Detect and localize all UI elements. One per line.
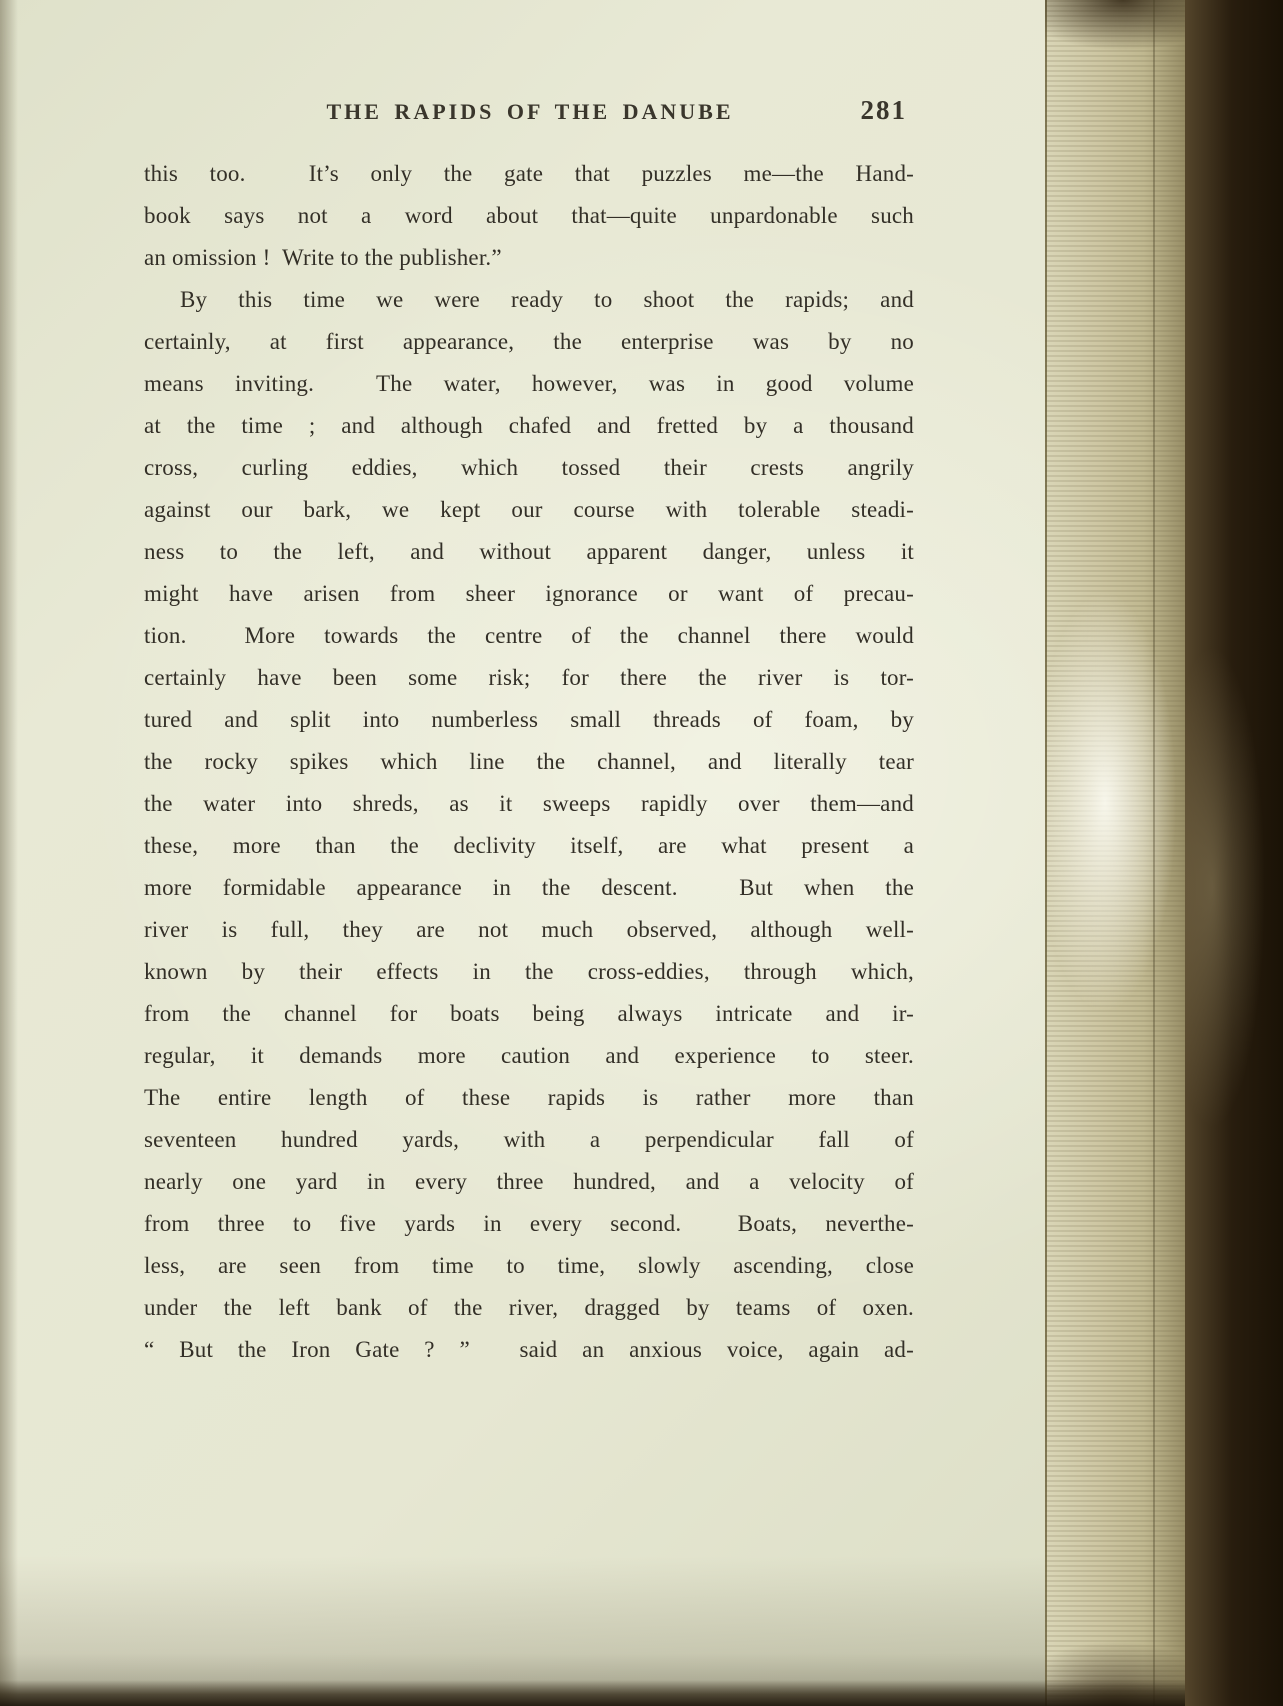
text-line: the water into shreds, as it sweeps rapidly over them—and [144,791,914,816]
page-header [145,95,915,137]
text-line: against our bark, we kept our course with tolerable steadi- [144,497,914,522]
text-line: tion. More towards the centre of the channel there would [144,623,914,648]
text-line: known by their effects in the cross-eddies, through which, [144,959,914,984]
text-line: this too. It’s only the gate that puzzles me—the Hand- [144,161,914,186]
book-cover-edge [1185,0,1283,1706]
text-line: certainly have been some risk; for there the river is tor- [144,665,914,690]
scan-bottom-shadow [0,1680,1185,1706]
text-line: from three to five yards in every second. Boats, neverthe- [144,1211,914,1236]
text-line: means inviting. The water, however, was in good volume [144,371,914,396]
page-left-shadow [0,0,18,1706]
text-line: from the channel for boats being always intricate and ir- [144,1001,914,1026]
text-line: nearly one yard in every three hundred, and a velocity of [144,1169,914,1194]
text-line: certainly, at first appearance, the enterprise was by no [144,329,914,354]
text-line: under the left bank of the river, dragged by teams of oxen. [144,1295,914,1320]
text-line: regular, it demands more caution and experience to steer. [144,1043,914,1068]
book-fore-edge [1045,0,1185,1706]
text-line: seventeen hundred yards, with a perpendicular fall of [144,1127,914,1152]
text-line: these, more than the declivity itself, are what present a [144,833,914,858]
text-line: tured and split into numberless small threads of foam, by [144,707,914,732]
running-title: THE RAPIDS OF THE DANUBE [326,99,734,124]
text-line: the rocky spikes which line the channel, and literally tear [144,749,914,774]
text-line: book says not a word about that—quite unpardonable such [144,203,914,228]
text-line: at the time ; and although chafed and fretted by a thousand [144,413,914,438]
text-line: river is full, they are not much observed, although well- [144,917,914,942]
text-line: less, are seen from time to time, slowly ascending, close [144,1253,914,1278]
text-line: might have arisen from sheer ignorance or want of precau- [144,581,914,606]
text-line: more formidable appearance in the descent. But when the [144,875,914,900]
text-line: an omission ! Write to the publisher.” [144,245,502,270]
text-line: “ But the Iron Gate ? ” said an anxious voice, again ad- [144,1337,914,1362]
text-line: ness to the left, and without apparent danger, unless it [144,539,914,564]
text-line: By this time we were ready to shoot the rapids; and [180,287,914,312]
text-line: cross, curling eddies, which tossed their crests angrily [144,455,914,480]
page-number: 281 [860,95,907,125]
text-block [144,153,914,1371]
text-line: The entire length of these rapids is rather more than [144,1085,914,1110]
